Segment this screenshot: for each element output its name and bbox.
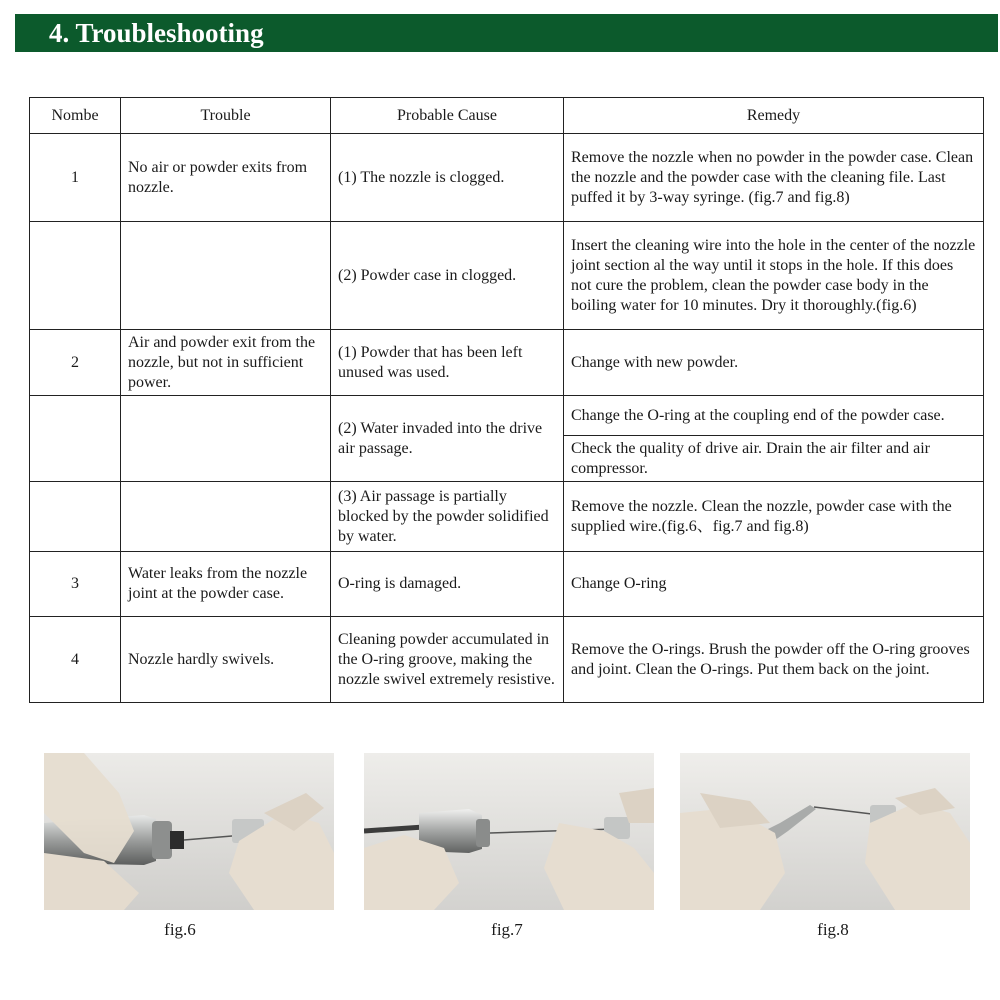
table-header-row: [30, 98, 984, 134]
remedy-cell: Change with new powder.: [564, 330, 984, 396]
row-number: 3: [30, 552, 121, 617]
row-number: 1: [30, 134, 121, 222]
nozzle-wire-illustration: [364, 753, 654, 910]
remedy-cell: Remove the nozzle. Clean the nozzle, powder case with the supplied wire.(fig.6、fig.7 and fig.8): [564, 482, 984, 552]
bent-nozzle-wire-illustration: [680, 753, 970, 910]
trouble-cell: [121, 396, 331, 482]
table-row: [30, 482, 984, 552]
troubleshooting-table: [29, 97, 984, 703]
trouble-cell: No air or powder exits from nozzle.: [121, 134, 331, 222]
table-row: [30, 330, 984, 396]
header-number: Nombe: [30, 98, 121, 134]
remedy-cell: Check the quality of drive air. Drain the air filter and air compressor.: [564, 436, 984, 482]
trouble-cell: Water leaks from the nozzle joint at the powder case.: [121, 552, 331, 617]
row-number: [30, 396, 121, 482]
figure-8-photo: [680, 753, 970, 910]
remedy-cell: Change O-ring: [564, 552, 984, 617]
header-remedy: Remedy: [564, 98, 984, 134]
handpiece-wire-illustration: [44, 753, 334, 910]
figure-6-photo: [44, 753, 334, 910]
cause-cell: Cleaning powder accumulated in the O-ring groove, making the nozzle swivel extremely resistive.: [331, 617, 564, 703]
header-trouble: Trouble: [121, 98, 331, 134]
remedy-cell: Remove the nozzle when no powder in the powder case. Clean the nozzle and the powder case with the cleaning file. Last puffed it by 3-way syringe. (fig.7 and fig.8): [564, 134, 984, 222]
figure-6-caption: fig.6: [164, 920, 196, 939]
table-row: [30, 617, 984, 703]
figure-8-caption: fig.8: [817, 920, 849, 939]
row-number: [30, 222, 121, 330]
figure-7-caption: fig.7: [491, 920, 523, 939]
row-number: 4: [30, 617, 121, 703]
section-title: 4. Troubleshooting: [49, 18, 264, 48]
table-row: [30, 552, 984, 617]
table-row: [30, 222, 984, 330]
section-header-bar: [15, 14, 998, 52]
remedy-cell: Insert the cleaning wire into the hole in the center of the nozzle joint section al the way until it stops in the hole. If this does not cure the problem, clean the powder case body in the boiling water for 10 minutes. Dry it thoroughly.(fig.6): [564, 222, 984, 330]
cause-cell: (2) Water invaded into the drive air passage.: [331, 396, 564, 482]
cause-cell: (1) Powder that has been left unused was used.: [331, 330, 564, 396]
trouble-cell: Nozzle hardly swivels.: [121, 617, 331, 703]
trouble-cell: Air and powder exit from the nozzle, but not in sufficient power.: [121, 330, 331, 396]
table-row: [30, 396, 984, 436]
trouble-cell: [121, 482, 331, 552]
header-probable-cause: Probable Cause: [331, 98, 564, 134]
row-number: 2: [30, 330, 121, 396]
remedy-cell: Remove the O-rings. Brush the powder off the O-ring grooves and joint. Clean the O-rings. Put them back on the joint.: [564, 617, 984, 703]
table-row: [30, 134, 984, 222]
figure-7-photo: [364, 753, 654, 910]
cause-cell: (1) The nozzle is clogged.: [331, 134, 564, 222]
row-number: [30, 482, 121, 552]
trouble-cell: [121, 222, 331, 330]
cause-cell: (3) Air passage is partially blocked by the powder solidified by water.: [331, 482, 564, 552]
cause-cell: O-ring is damaged.: [331, 552, 564, 617]
cause-cell: (2) Powder case in clogged.: [331, 222, 564, 330]
remedy-cell: Change the O-ring at the coupling end of the powder case.: [564, 396, 984, 436]
